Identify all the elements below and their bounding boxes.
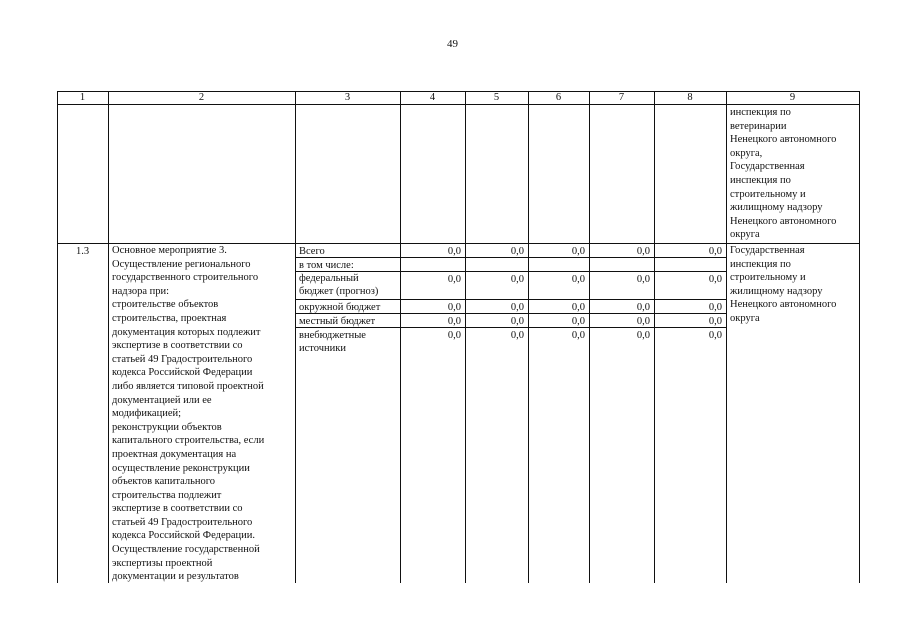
value-cell: 0,0 xyxy=(571,246,585,257)
header-cell: 3 xyxy=(344,92,351,103)
source-label: внебюджетные источники xyxy=(299,330,366,354)
value-cell: 0,0 xyxy=(510,302,524,313)
value-cell: 0,0 xyxy=(708,302,722,313)
value-cell: 0,0 xyxy=(571,330,585,341)
value-cell: 0,0 xyxy=(447,316,461,327)
header-cell: 8 xyxy=(687,92,693,103)
value-cell: 0,0 xyxy=(636,302,650,313)
value-cell: 0,0 xyxy=(636,274,650,285)
value-cell: 0,0 xyxy=(571,316,585,327)
header-cell: 7 xyxy=(618,92,625,103)
page-number: 49 xyxy=(447,38,458,50)
source-label: окружной бюджет xyxy=(299,302,381,313)
row-border xyxy=(57,104,860,105)
value-cell: 0,0 xyxy=(708,274,722,285)
source-label: местный бюджет xyxy=(299,316,376,327)
source-label: в том числе: xyxy=(299,260,354,271)
col-border xyxy=(726,91,727,583)
value-cell: 0,0 xyxy=(636,330,650,341)
value-cell: 0,0 xyxy=(510,330,524,341)
row-number: 1.3 xyxy=(75,246,90,257)
value-cell: 0,0 xyxy=(571,302,585,313)
value-cell: 0,0 xyxy=(510,274,524,285)
value-cell: 0,0 xyxy=(447,246,461,257)
value-cell: 0,0 xyxy=(708,316,722,327)
value-cell: 0,0 xyxy=(447,302,461,313)
value-cell: 0,0 xyxy=(510,246,524,257)
value-cell: 0,0 xyxy=(571,274,585,285)
value-cell: 0,0 xyxy=(636,316,650,327)
budget-table xyxy=(57,91,860,583)
measure-description: Основное мероприятие 3. Осуществление регионального государственного строительного надзора при: строительстве объектов строительства, проектная документация которых подлежит экспертизе в соответствии со статьей 49 Градостроительного кодекса Российской Федерации либо является типовой проектной документацией или ее модификацией; реконструкции объектов капитального строительства, если проектная документация на осуществление реконструкции объектов капитального строительства подлежит экспертизе в соответствии со статьей 49 Градостроительного кодекса Российской Федерации. Осуществление государственной экспертизы проектной документации и результатов xyxy=(112,245,265,583)
col-border xyxy=(108,91,109,583)
value-cell: 0,0 xyxy=(510,316,524,327)
header-cell: 5 xyxy=(493,92,500,103)
value-cell: 0,0 xyxy=(708,246,722,257)
header-cell: 4 xyxy=(429,92,436,103)
header-cell: 9 xyxy=(789,92,796,103)
value-cell: 0,0 xyxy=(708,330,722,341)
value-cell: 0,0 xyxy=(636,246,650,257)
value-cell: 0,0 xyxy=(447,274,461,285)
col-border xyxy=(295,91,296,583)
value-cell: 0,0 xyxy=(447,330,461,341)
header-cell: 2 xyxy=(198,92,205,103)
source-label: Всего xyxy=(299,246,325,257)
header-cell: 1 xyxy=(79,92,86,103)
continued-executor-text: инспекция по ветеринарии Ненецкого автономного округа, Государственная инспекция по строительному и жилищному надзору Ненецкого автономного округа xyxy=(730,107,837,241)
row-border xyxy=(295,299,726,300)
source-label: федеральный бюджет (прогноз) xyxy=(299,273,379,297)
header-cell: 6 xyxy=(555,92,562,103)
executor-text: Государственная инспекция по строительному и жилищному надзору Ненецкого автономного округа xyxy=(730,245,837,324)
col-border xyxy=(57,91,58,583)
col-border xyxy=(859,91,860,583)
